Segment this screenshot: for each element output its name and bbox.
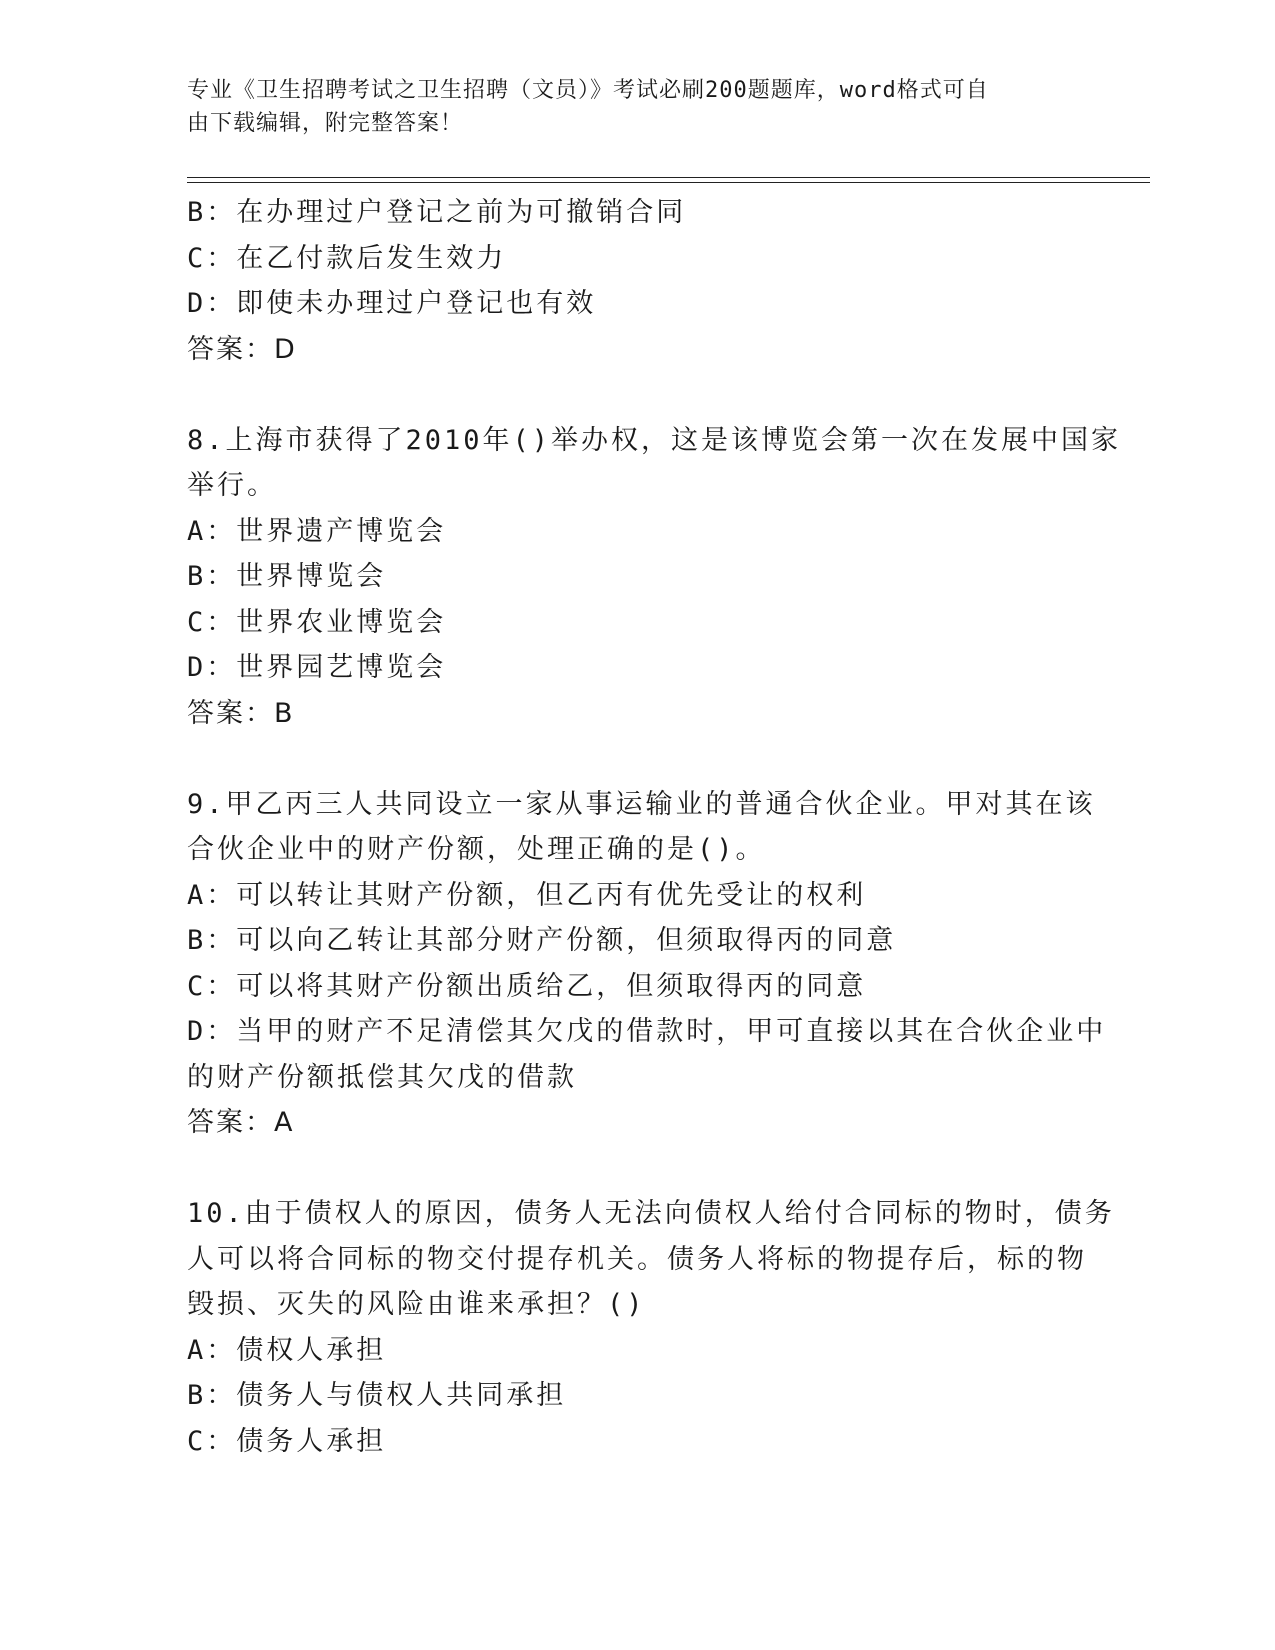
- q10-text-line-2: 人可以将合同标的物交付提存机关。债务人将标的物提存后，标的物: [187, 1243, 1087, 1275]
- q7-option-c: C：在乙付款后发生效力: [187, 242, 507, 274]
- q8-text-line-1: 8.上海市获得了2010年()举办权，这是该博览会第一次在发展中国家: [187, 424, 1122, 456]
- q8-option-d: D：世界园艺博览会: [187, 652, 447, 683]
- q9-option-b: B：可以向乙转让其部分财产份额，但须取得丙的同意: [187, 925, 897, 956]
- spacer: [187, 736, 1087, 782]
- question-list: [187, 190, 1122, 1464]
- q9-text-line-2: 合伙企业中的财产份额，处理正确的是()。: [187, 834, 766, 865]
- spacer: [187, 372, 1087, 418]
- question-8: [187, 418, 1122, 737]
- q9-option-d-line-1: D：当甲的财产不足清偿其欠戊的借款时，甲可直接以其在合伙企业中: [187, 1016, 1107, 1047]
- q8-answer: 答案：B: [187, 697, 295, 729]
- q8-option-c: C：世界农业博览会: [187, 606, 447, 638]
- q7-option-b: B：在办理过户登记之前为可撤销合同: [187, 197, 687, 228]
- question-10: [187, 1191, 1115, 1464]
- question-7: [187, 190, 1087, 372]
- q10-option-b: B：债务人与债权人共同承担: [187, 1380, 567, 1411]
- q9-text-line-1: 9.甲乙丙三人共同设立一家从事运输业的普通合伙企业。甲对其在该: [187, 788, 1096, 820]
- q10-text-line-1: 10.由于债权人的原因，债务人无法向债权人给付合同标的物时，债务: [187, 1198, 1115, 1229]
- header-divider-bottom: [187, 182, 1150, 183]
- spacer: [187, 1146, 1087, 1192]
- q10-option-c: C：债务人承担: [187, 1425, 387, 1457]
- q9-answer: 答案：A: [187, 1107, 295, 1138]
- q7-option-d: D：即使未办理过户登记也有效: [187, 288, 597, 319]
- question-9: [187, 782, 1107, 1146]
- q9-option-d-line-2: 的财产份额抵偿其欠戊的借款: [187, 1061, 577, 1093]
- q9-option-a: A：可以转让其财产份额，但乙丙有优先受让的权利: [187, 879, 867, 911]
- q10-text-line-3: 毁损、灭失的风险由谁来承担？(): [187, 1289, 646, 1320]
- document-header: [187, 74, 1067, 140]
- q9-option-c: C：可以将其财产份额出质给乙，但须取得丙的同意: [187, 970, 867, 1002]
- q8-option-b: B：世界博览会: [187, 561, 387, 592]
- q8-text-line-2: 举行。: [187, 470, 277, 501]
- header-line-2: 由下载编辑，附完整答案！: [187, 111, 464, 136]
- header-divider-top: [187, 177, 1150, 178]
- q10-option-a: A：债权人承担: [187, 1334, 387, 1366]
- q7-answer: 答案：D: [187, 333, 297, 365]
- q8-option-a: A：世界遗产博览会: [187, 515, 447, 547]
- header-line-1: 专业《卫生招聘考试之卫生招聘（文员）》考试必刷200题题库，word格式可自: [187, 78, 989, 103]
